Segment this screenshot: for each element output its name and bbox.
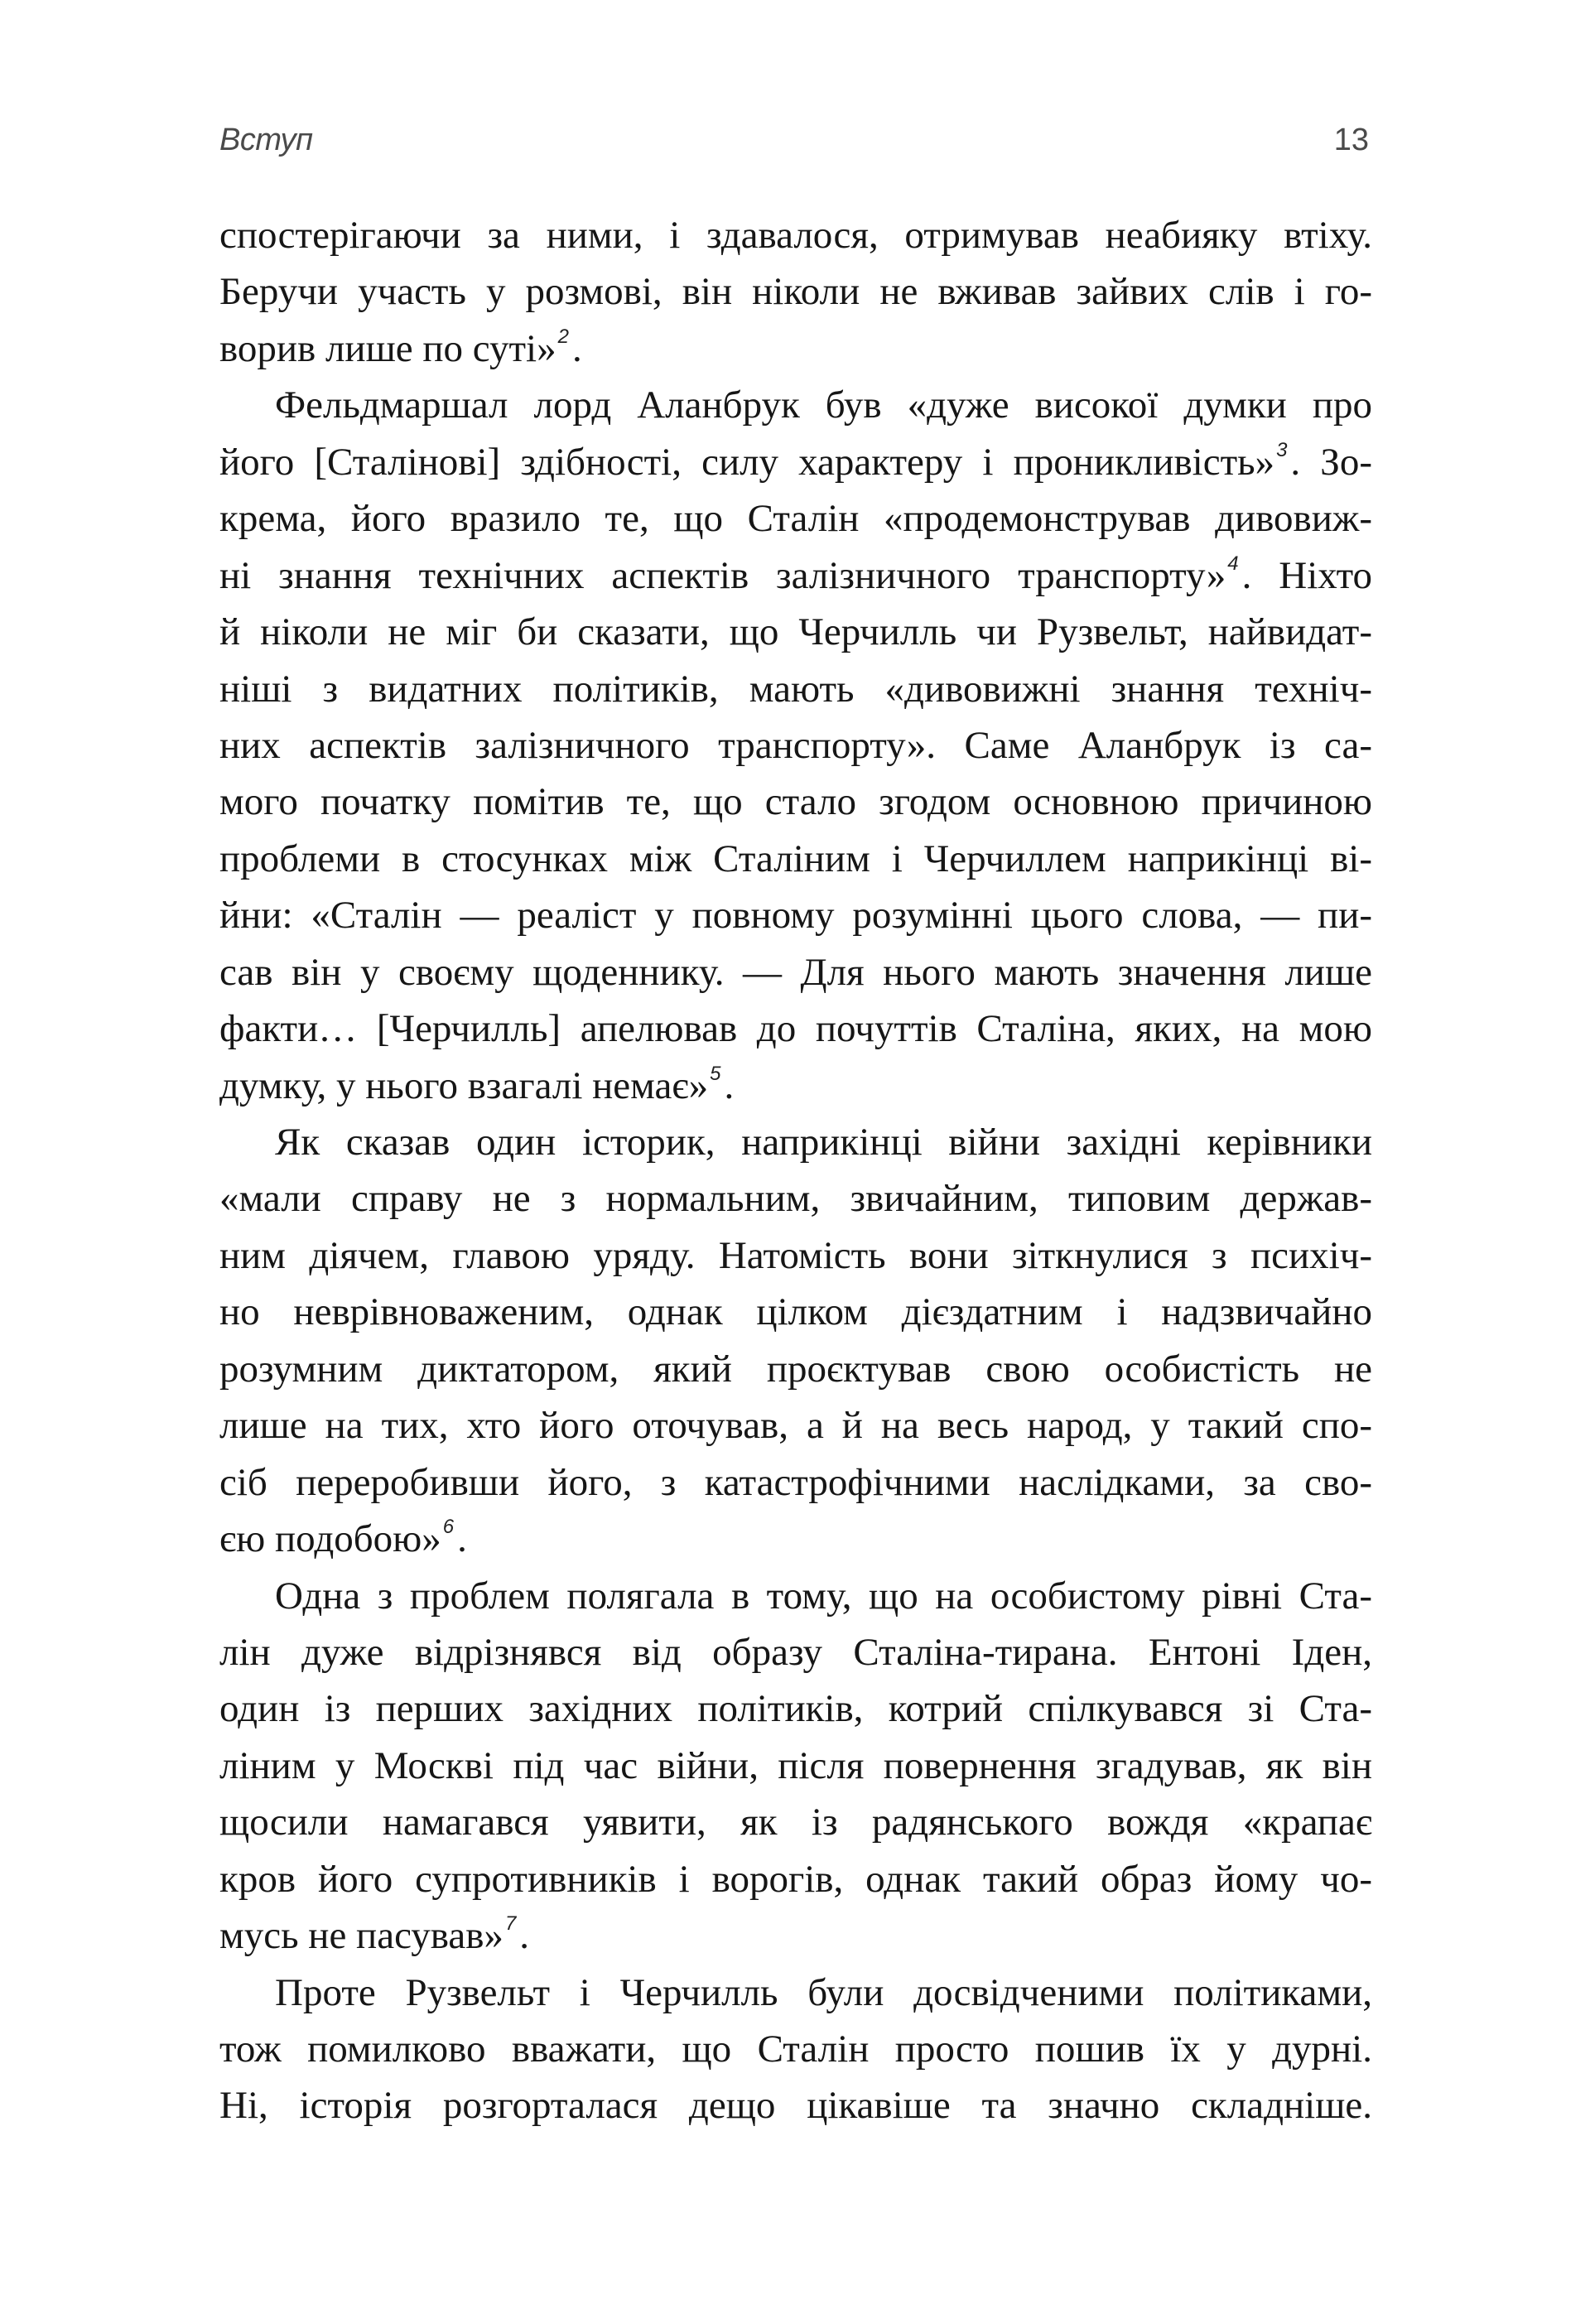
text-line xyxy=(219,1000,1372,1057)
footnote-marker[interactable]: 4 xyxy=(1227,552,1239,575)
line-text: Проте Рузвельт і Черчилль були досвідченими політиками, xyxy=(275,1970,1372,2014)
text-line xyxy=(219,2077,1372,2134)
text-line xyxy=(219,490,1372,547)
text-line xyxy=(219,1965,1372,2021)
text-line xyxy=(219,1794,1372,1850)
text-line xyxy=(219,661,1372,717)
line-text: лін дуже відрізнявся від образу Сталіна-тирана. Ентоні Іден, xyxy=(219,1630,1372,1674)
text-line xyxy=(219,1170,1372,1227)
running-head xyxy=(219,116,1372,166)
line-text: й ніколи не міг би сказати, що Черчилль чи Рузвельт, найвидат- xyxy=(219,610,1372,654)
text-line xyxy=(219,321,1372,377)
line-text: «мали справу не з нормальним, звичайним, типовим держав- xyxy=(219,1177,1372,1221)
text-line xyxy=(219,1341,1372,1397)
text-line xyxy=(219,1227,1372,1284)
footnote-marker[interactable]: 7 xyxy=(504,1912,517,1936)
text-line xyxy=(219,717,1372,774)
line-text: йни: «Сталін — реаліст у повному розумінні цього слова, — пи- xyxy=(219,894,1372,938)
text-line xyxy=(219,263,1372,320)
line-text-tail: . Ніхто xyxy=(1241,553,1372,597)
line-text: лише на тих, хто його оточував, а й на весь народ, у такий спо- xyxy=(219,1404,1372,1448)
paragraph xyxy=(219,1114,1372,1568)
text-line xyxy=(219,831,1372,887)
line-text: ні знання технічних аспектів залізничного транспорту» xyxy=(219,553,1226,597)
line-text: ніші з видатних політиків, мають «дивовижні знання техніч- xyxy=(219,667,1372,711)
text-line xyxy=(219,944,1372,1000)
text-line xyxy=(219,1284,1372,1340)
line-text-tail: . xyxy=(457,1517,467,1561)
line-text-tail: . xyxy=(724,1063,735,1107)
line-text-tail: . xyxy=(571,326,582,370)
line-text: думку, у нього взагалі немає» xyxy=(219,1063,709,1107)
text-line xyxy=(219,1568,1372,1624)
page-number: 13 xyxy=(1333,123,1369,157)
text-line xyxy=(219,2021,1372,2077)
paragraph xyxy=(219,1568,1372,1965)
line-text: Як сказав один історик, наприкінці війни західні керівники xyxy=(275,1121,1372,1164)
line-text: Ні, історія розгорталася дещо цікавіше та значно складніше. xyxy=(219,2084,1372,2128)
text-line xyxy=(219,1454,1372,1511)
line-text-tail: . Зо- xyxy=(1290,440,1372,484)
line-text: факти… [Черчилль] апелював до почуттів Сталіна, яких, на мою xyxy=(219,1007,1372,1051)
line-text: щосили намагався уявити, як із радянського вождя «крапає xyxy=(219,1801,1372,1844)
line-text: мого початку помітив те, що стало згодом основною причиною xyxy=(219,780,1372,824)
line-text: спостерігаючи за ними, і здавалося, отримував неабияку втіху. xyxy=(219,214,1372,257)
text-line xyxy=(219,1058,1372,1114)
text-line xyxy=(219,434,1372,490)
text-line xyxy=(219,1114,1372,1170)
line-text: крема, його вразило те, що Сталін «продемонстрував дивовиж- xyxy=(219,497,1372,541)
text-line xyxy=(219,1680,1372,1737)
text-line xyxy=(219,207,1372,263)
text-line xyxy=(219,547,1372,604)
footnote-marker[interactable]: 5 xyxy=(710,1062,721,1085)
text-line xyxy=(219,1851,1372,1907)
paragraph xyxy=(219,377,1372,1114)
paragraph xyxy=(219,1965,1372,2134)
line-text: ним діячем, главою уряду. Натомість вони зіткнулися з психіч- xyxy=(219,1233,1372,1277)
text-line xyxy=(219,377,1372,433)
section-title: Вступ xyxy=(219,123,313,157)
line-text: Фельдмаршал лорд Аланбрук був «дуже високої думки про xyxy=(275,383,1372,427)
line-text: сіб переробивши його, з катастрофічними наслідками, за сво- xyxy=(219,1460,1372,1504)
line-text: сав він у своєму щоденнику. — Для нього мають значення лише xyxy=(219,950,1372,994)
text-line xyxy=(219,1397,1372,1454)
line-text: них аспектів залізничного транспорту». Саме Аланбрук із са- xyxy=(219,723,1372,767)
text-line xyxy=(219,774,1372,830)
line-text: ліним у Москві під час війни, після повернення згадував, як він xyxy=(219,1743,1372,1787)
line-text: єю подобою» xyxy=(219,1517,441,1561)
footnote-marker[interactable]: 3 xyxy=(1276,438,1288,461)
line-text: мусь не пасував» xyxy=(219,1914,504,1958)
line-text: Одна з проблем полягала в тому, що на особистому рівні Ста- xyxy=(275,1574,1372,1618)
line-text: один із перших західних політиків, котрий спілкувався зі Ста- xyxy=(219,1687,1372,1731)
footnote-marker[interactable]: 2 xyxy=(557,325,569,348)
text-line xyxy=(219,887,1372,943)
line-text-tail: . xyxy=(519,1914,530,1958)
line-text: його [Сталінові] здібності, силу характеру і проникливість» xyxy=(219,440,1275,484)
line-text: Беручи участь у розмові, він ніколи не вживав зайвих слів і го- xyxy=(219,270,1372,314)
text-line xyxy=(219,1624,1372,1680)
text-line xyxy=(219,1511,1372,1567)
line-text: проблеми в стосунках між Сталіним і Черчиллем наприкінці ві- xyxy=(219,837,1372,880)
line-text: но неврівноваженим, однак цілком дієздатним і надзвичайно xyxy=(219,1290,1372,1334)
text-line xyxy=(219,604,1372,660)
text-line xyxy=(219,1738,1372,1794)
paragraph xyxy=(219,207,1372,377)
line-text: кров його супротивників і ворогів, однак такий образ йому чо- xyxy=(219,1857,1372,1901)
line-text: розумним диктатором, який проєктував свою особистість не xyxy=(219,1347,1372,1391)
footnote-marker[interactable]: 6 xyxy=(442,1516,455,1539)
line-text: ворив лише по суті» xyxy=(219,326,556,370)
line-text: тож помилково вважати, що Сталін просто пошив їх у дурні. xyxy=(219,2027,1372,2071)
body-text xyxy=(219,207,1372,2134)
text-line xyxy=(219,1907,1372,1964)
